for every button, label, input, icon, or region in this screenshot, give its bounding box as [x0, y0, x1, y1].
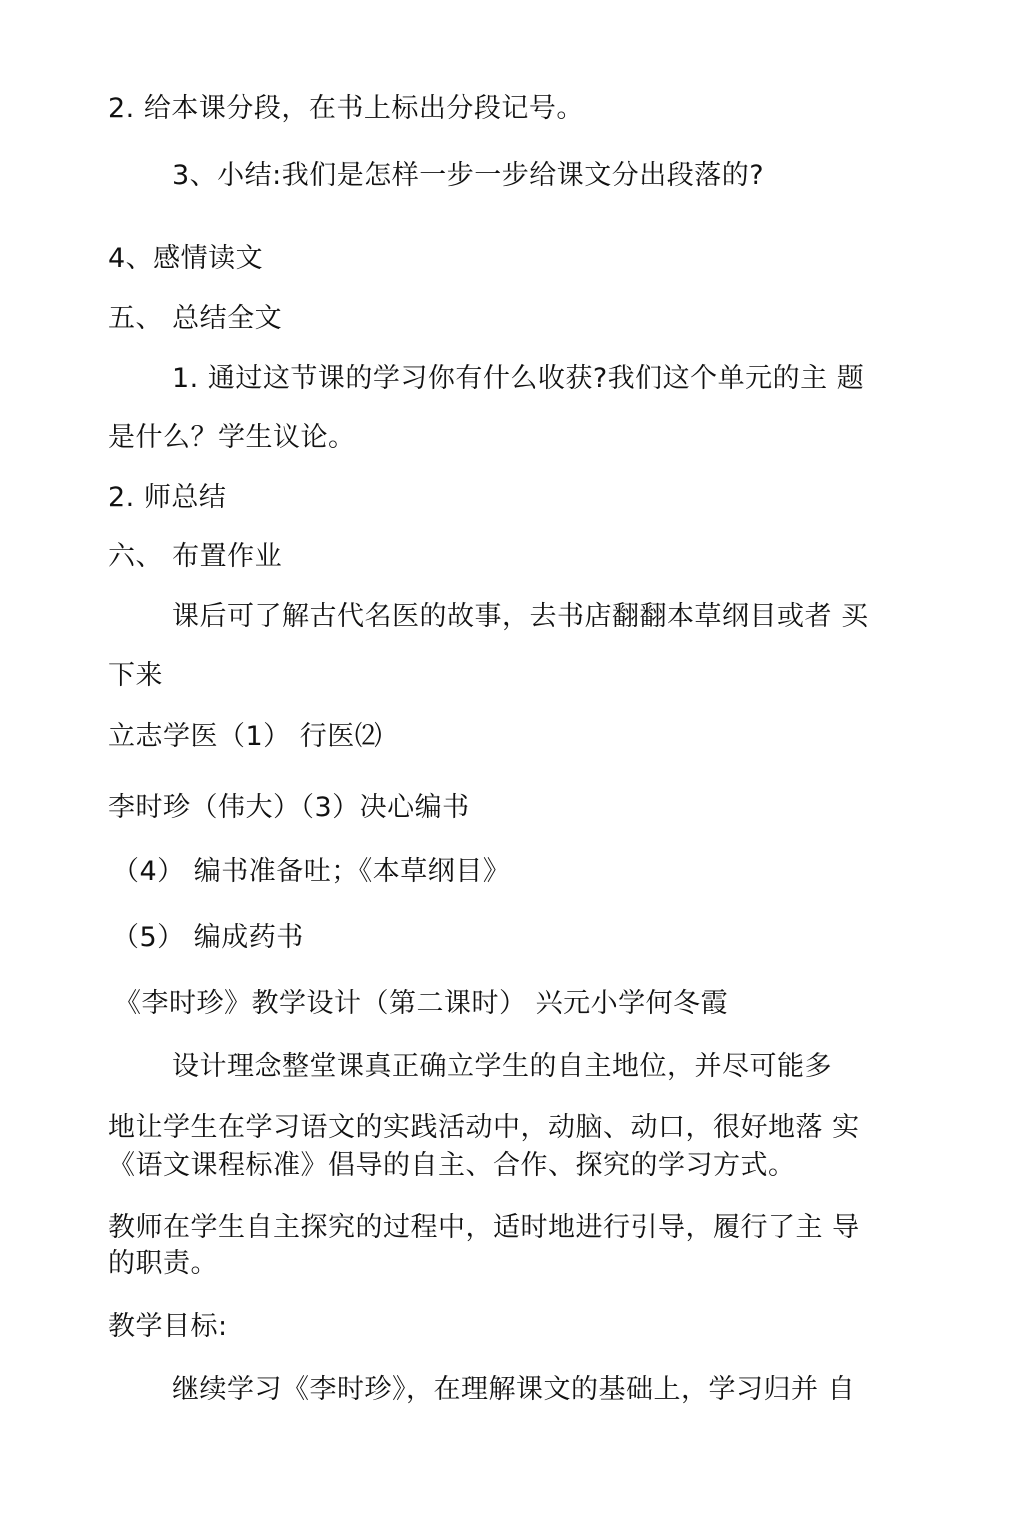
document-title: 《李时珍》教学设计（第二课时） 兴元小学何冬霞: [114, 988, 729, 1019]
text-line-design-concept-3: 《语文课程标准》倡导的自主、合作、探究的学习方式。: [108, 1150, 796, 1181]
text-line-homework-cont: 下来: [108, 660, 163, 691]
section-heading-five: 五、 总结全文: [108, 303, 283, 334]
text-line-objective-1: 继续学习《李时珍》，在理解课文的基础上，学习归并 自: [172, 1374, 856, 1405]
text-line-five-1-cont: 是什么？学生议论。: [108, 422, 356, 453]
outline-line-4: （5） 编成药书: [112, 922, 304, 953]
text-line-teacher-role-cont: 的职责。: [108, 1248, 218, 1279]
text-line-step-4-reading: 4、感情读文: [108, 243, 264, 274]
text-line-five-2: 2. 师总结: [108, 482, 227, 513]
section-heading-objectives: 教学目标:: [108, 1311, 228, 1342]
outline-line-1: 立志学医（1） 行医⑵: [108, 721, 383, 752]
text-line-design-concept-2: 地让学生在学习语文的实践活动中，动脑、动口，很好地落 实: [108, 1112, 860, 1143]
outline-line-3: （4） 编书准备吐；《本草纲目》: [112, 856, 511, 887]
text-line-step-2-segment: 2. 给本课分段，在书上标出分段记号。: [108, 93, 584, 124]
text-line-step-3-summary: 3、小结:我们是怎样一步一步给课文分出段落的?: [172, 160, 765, 191]
outline-line-2: 李时珍（伟大）（3）决心编书: [108, 792, 470, 823]
text-line-design-concept: 设计理念整堂课真正确立学生的自主地位，并尽可能多: [172, 1051, 832, 1082]
text-line-teacher-role: 教师在学生自主探究的过程中，适时地进行引导，履行了主 导: [108, 1212, 860, 1243]
section-heading-six: 六、 布置作业: [108, 541, 283, 572]
text-line-homework: 课后可了解古代名医的故事，去书店翻翻本草纲目或者 买: [172, 601, 869, 632]
text-line-five-1: 1. 通过这节课的学习你有什么收获?我们这个单元的主 题: [172, 363, 865, 394]
